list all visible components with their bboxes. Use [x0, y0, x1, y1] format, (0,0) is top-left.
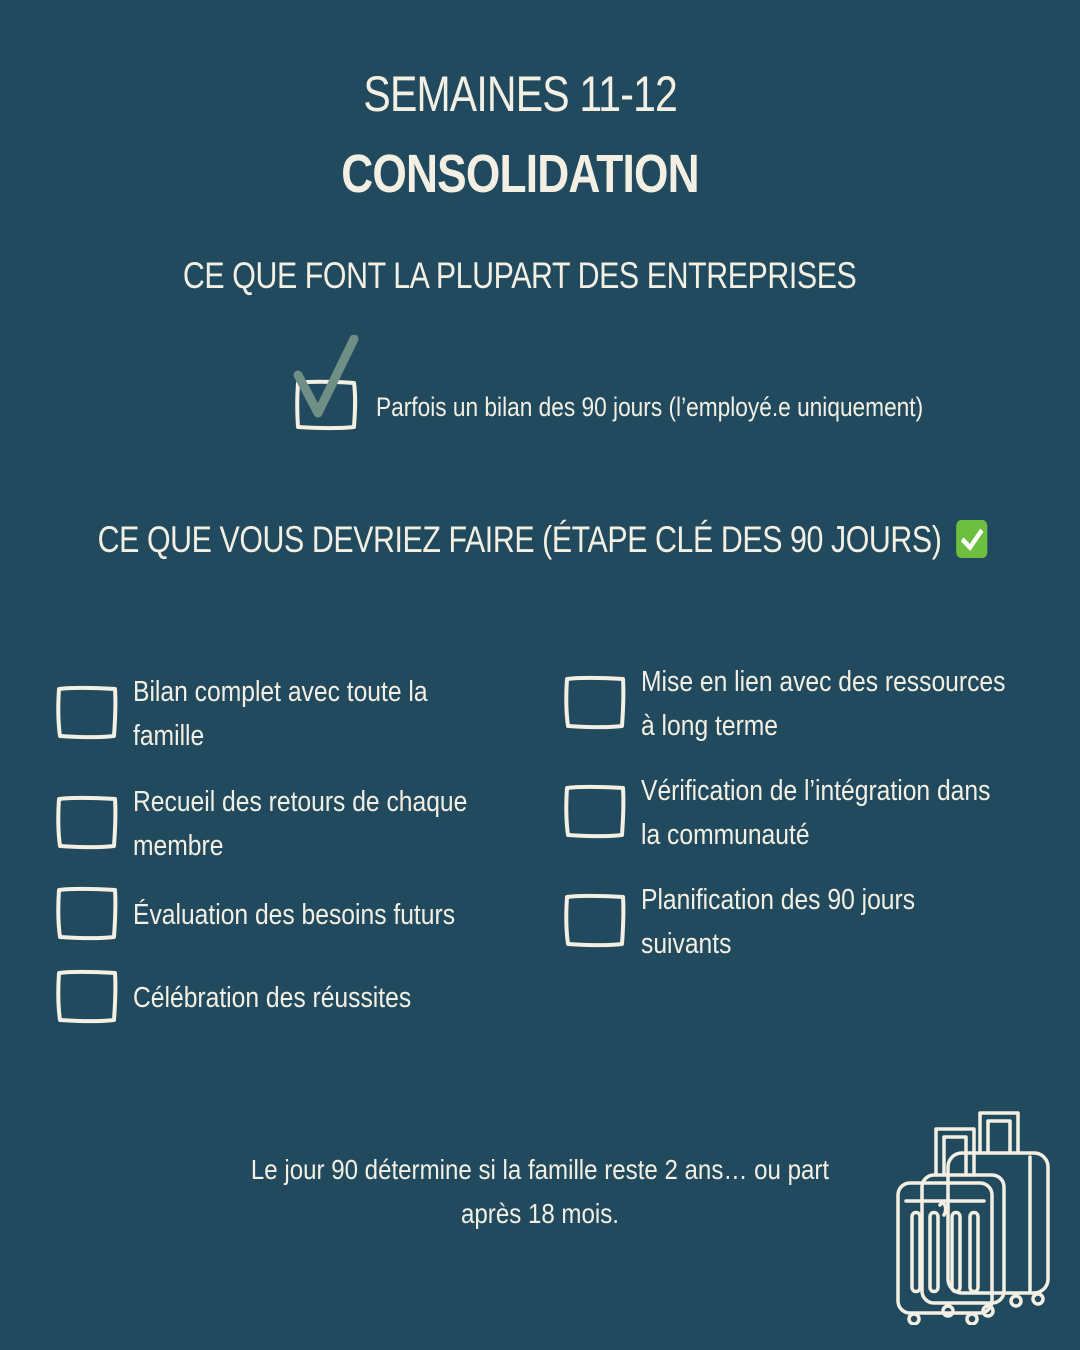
todo-label: Évaluation des besoins futurs [133, 899, 456, 931]
checkbox-icon[interactable] [563, 892, 627, 950]
footer-note [200, 1148, 880, 1236]
common-practice-heading [0, 250, 1040, 302]
recommended-heading [0, 514, 1080, 566]
common-practice-item-label: Parfois un bilan des 90 jours (l’employé.e uniquement) [376, 392, 924, 422]
week-heading [0, 62, 1040, 126]
week-heading-text: SEMAINES 11-12 [363, 66, 677, 122]
recommended-heading-wrap [98, 514, 988, 566]
checked-box-icon [292, 335, 364, 435]
checkbox-icon[interactable] [55, 968, 119, 1026]
todo-label: Mise en lien avec des ressources à long terme [641, 666, 1006, 742]
check-mark-emoji-icon [956, 520, 987, 558]
todo-label: Recueil des retours de chaque membre [133, 786, 468, 862]
todo-label: Vérification de l’intégration dans la communauté [641, 775, 991, 851]
common-practice-item [292, 335, 992, 435]
todo-label: Célébration des réussites [133, 982, 412, 1014]
common-practice-heading-text: CE QUE FONT LA PLUPART DES ENTREPRISES [183, 255, 857, 296]
checkbox-icon[interactable] [55, 684, 119, 742]
footer-note-text: Le jour 90 détermine si la famille reste 2 ans… ou part après 18 mois. [250, 1154, 830, 1229]
todo-label: Bilan complet avec toute la famille [133, 676, 428, 752]
checkbox-icon[interactable] [563, 674, 627, 732]
page-title [0, 140, 1040, 208]
recommended-heading-text: CE QUE VOUS DEVRIEZ FAIRE (ÉTAPE CLÉ DES 90 JOURS) [97, 519, 942, 560]
checkbox-icon[interactable] [55, 885, 119, 943]
checkbox-icon[interactable] [563, 783, 627, 841]
page-title-text: CONSOLIDATION [341, 144, 699, 204]
checkbox-icon[interactable] [55, 794, 119, 852]
todo-label: Planification des 90 jours suivants [641, 884, 916, 960]
luggage-icon [888, 1105, 1058, 1325]
